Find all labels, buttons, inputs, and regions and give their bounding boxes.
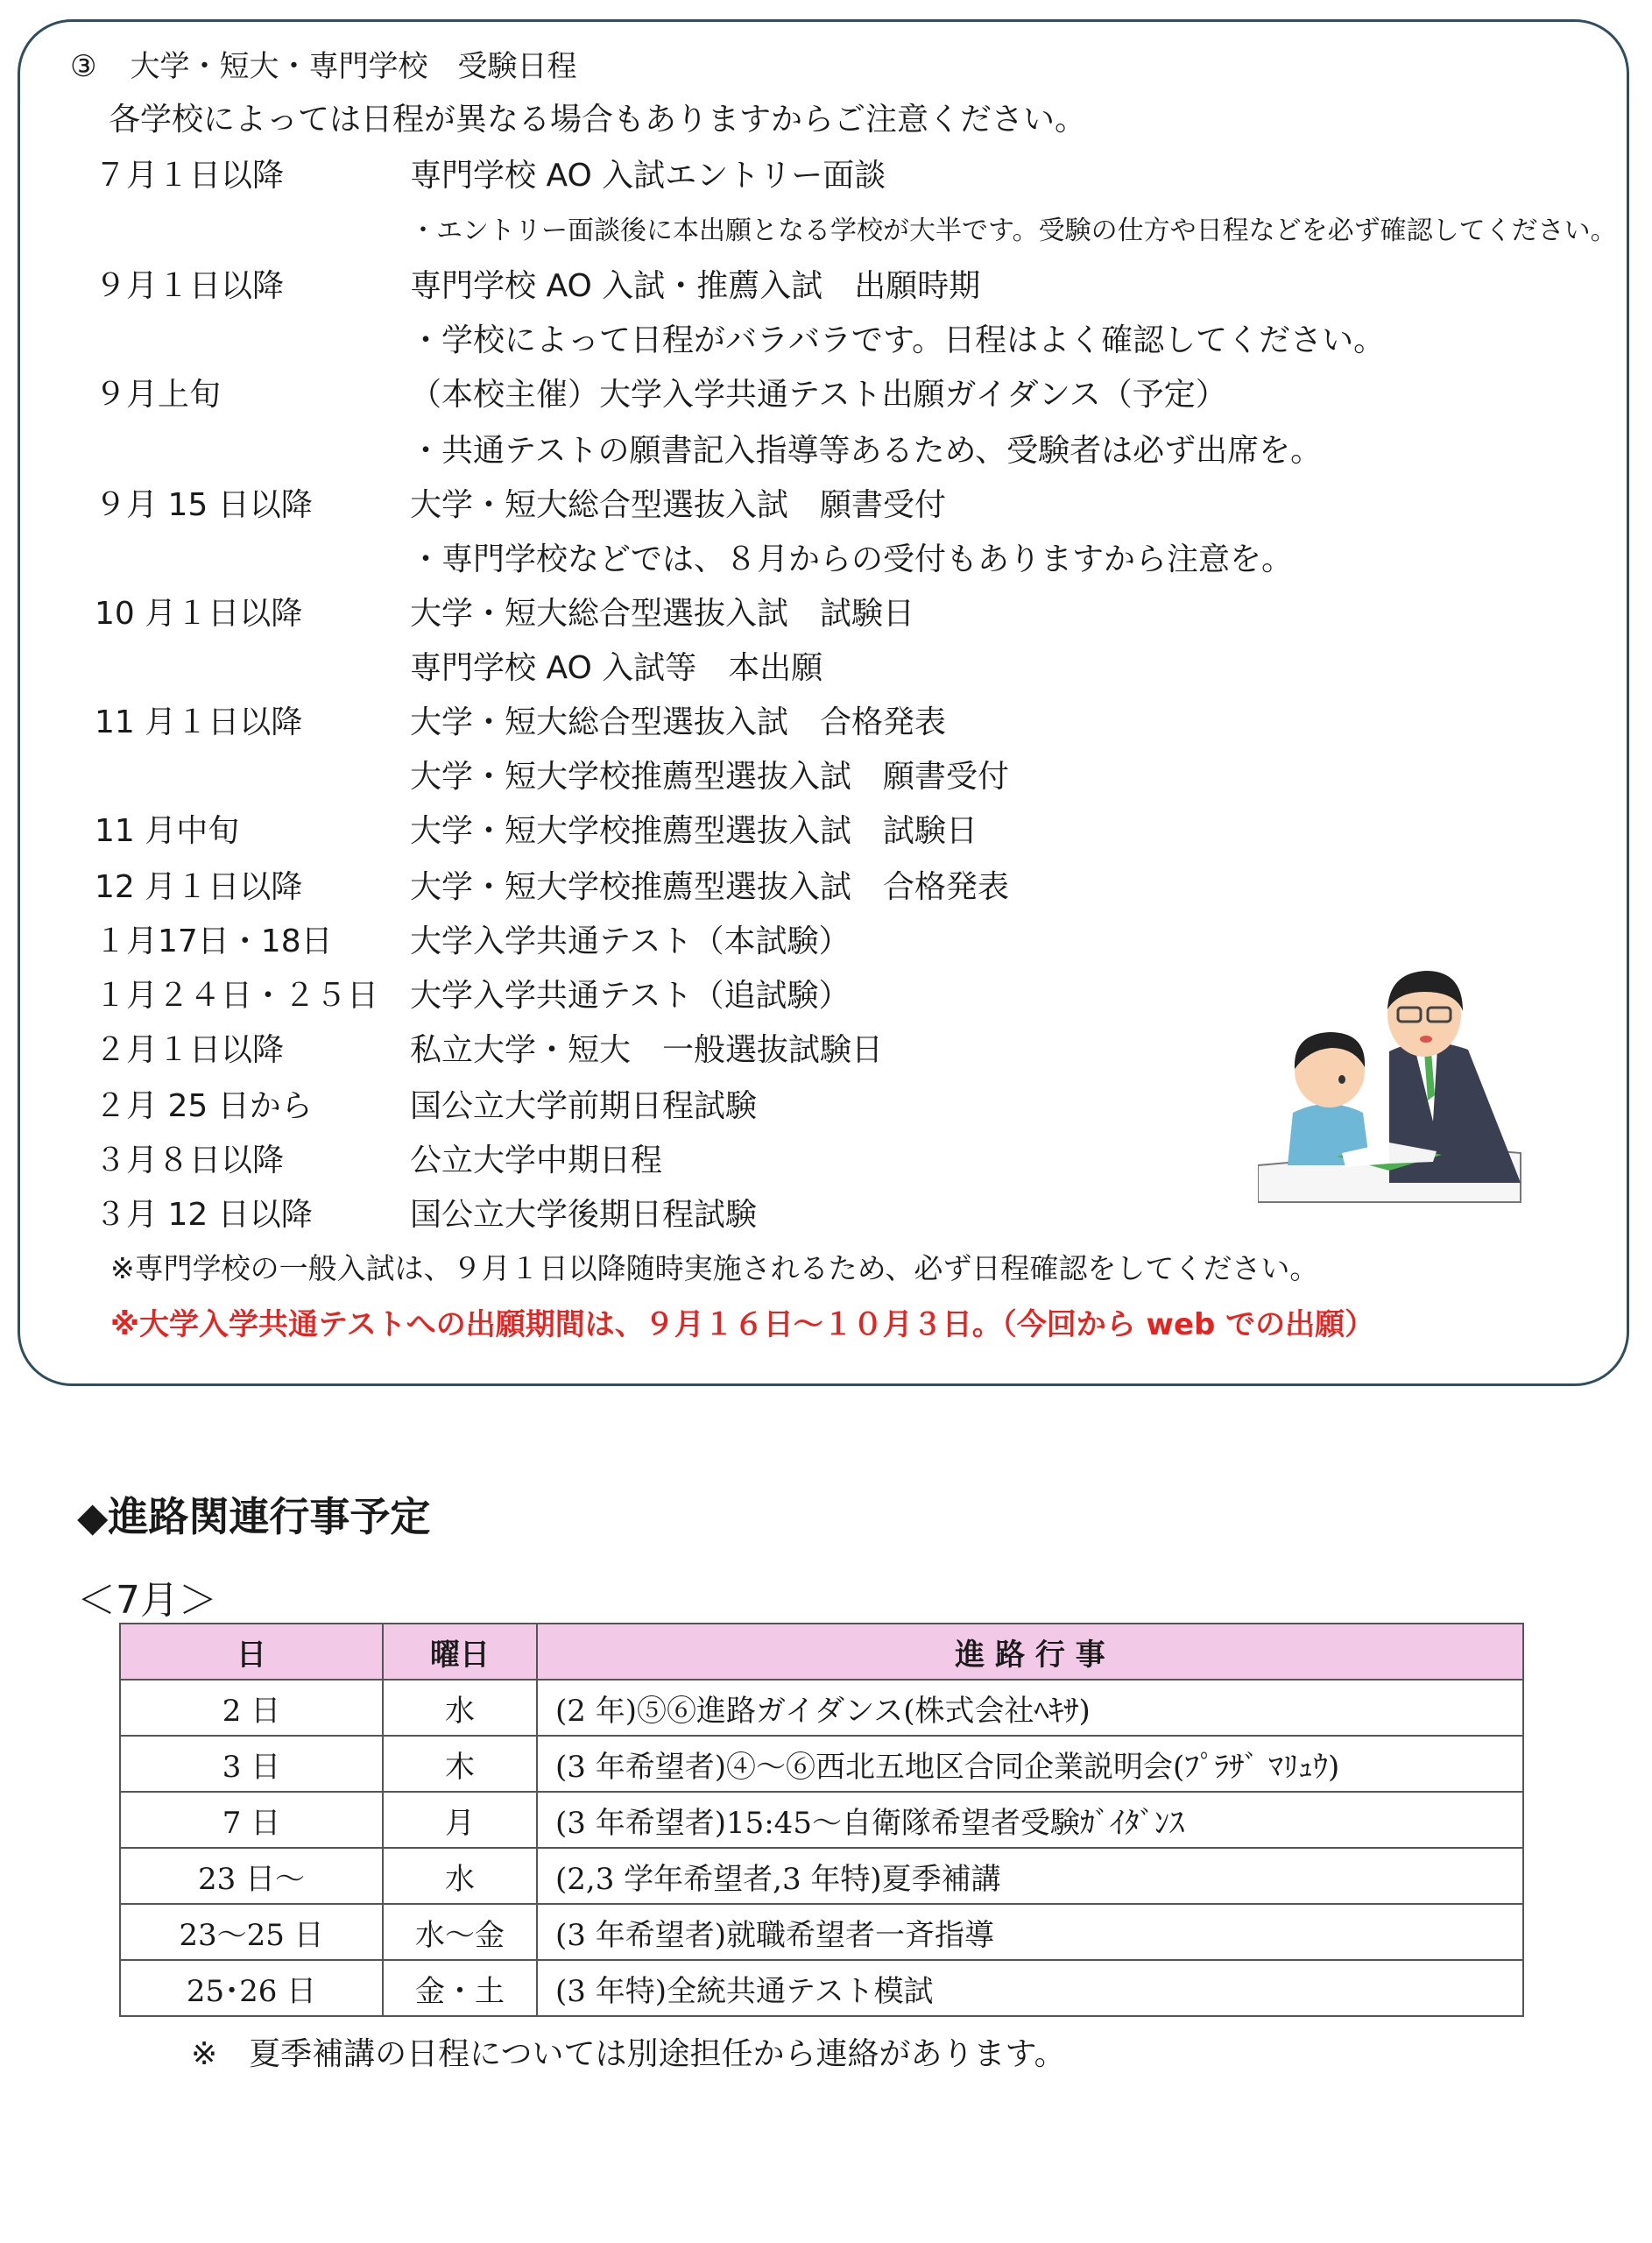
teacher-student-illustration — [1258, 946, 1547, 1209]
schedule-desc: 公立大学中期日程 — [410, 1143, 663, 1178]
cell-weekday: 木 — [383, 1736, 537, 1792]
events-title: ◆進路関連行事予定 — [77, 1493, 431, 1540]
cell-weekday: 水～金 — [383, 1904, 537, 1960]
cell-event: (3 年希望者)15:45～自衛隊希望者受験ｶﾞｲﾀﾞﾝｽ — [537, 1792, 1523, 1848]
schedule-date: ２月 25 日から — [95, 1088, 313, 1124]
schedule-date: ３月８日以降 — [95, 1143, 285, 1178]
schedule-date: ９月１日以降 — [95, 268, 285, 304]
footnote: ※専門学校の一般入試は、９月１日以降随時実施されるため、必ず日程確認をしてください。 — [110, 1251, 1319, 1285]
schedule-desc: 大学・短大学校推薦型選抜入試 合格発表 — [410, 869, 1010, 905]
schedule-date: 11 月中旬 — [95, 813, 240, 849]
cell-day: 23 日～ — [120, 1848, 383, 1904]
red-note: ※大学入学共通テストへの出願期間は、９月１６日～１０月３日。（今回から web での出願） — [110, 1307, 1375, 1342]
header-day: 日 — [120, 1624, 383, 1680]
cell-weekday: 月 — [383, 1792, 537, 1848]
section-title: 大学・短大・専門学校 受験日程 — [130, 49, 577, 84]
table-row — [120, 1960, 1523, 2016]
cell-weekday: 水 — [383, 1680, 537, 1736]
schedule-desc: 大学入学共通テスト（本試験） — [410, 923, 851, 959]
schedule-sub: ・専門学校などでは、８月からの受付もありますから注意を。 — [410, 541, 1294, 577]
schedule-desc: 大学入学共通テスト（追試験） — [410, 978, 851, 1014]
schedule-desc: 専門学校 AO 入試エントリー面談 — [410, 158, 886, 194]
schedule-date: 10 月１日以降 — [95, 596, 303, 632]
header-event: 進 路 行 事 — [537, 1624, 1523, 1680]
cell-weekday: 金・土 — [383, 1960, 537, 2016]
cell-day: 7 日 — [120, 1792, 383, 1848]
schedule-desc: 国公立大学後期日程試験 — [410, 1197, 758, 1233]
events-table — [119, 1623, 1524, 2017]
schedule-sub: ・共通テストの願書記入指導等あるため、受験者は必ず出席を。 — [410, 433, 1323, 469]
cell-day: 25･26 日 — [120, 1960, 383, 2016]
schedule-date: ９月 15 日以降 — [95, 487, 313, 523]
schedule-date: ２月１日以降 — [95, 1032, 285, 1068]
cell-event: (3 年希望者)就職希望者一斉指導 — [537, 1904, 1523, 1960]
schedule-date: ７月１日以降 — [95, 158, 285, 194]
section-number: ③ — [70, 49, 97, 84]
schedule-desc: 大学・短大総合型選抜入試 願書受付 — [410, 487, 947, 523]
schedule-date: ９月上旬 — [95, 377, 222, 413]
schedule-date: １月17日・18日 — [95, 923, 333, 959]
section-heading — [70, 42, 576, 85]
schedule-date: 12 月１日以降 — [95, 869, 303, 905]
schedule-desc: 大学・短大総合型選抜入試 試験日 — [410, 596, 915, 632]
schedule-sub: 専門学校 AO 入試等 本出願 — [410, 650, 823, 686]
month-label: ＜7月＞ — [77, 1578, 217, 1623]
table-note: ※ 夏季補講の日程については別途担任から連絡があります。 — [191, 2036, 1066, 2072]
schedule-desc: （本校主催）大学入学共通テスト出願ガイダンス（予定） — [410, 377, 1227, 413]
schedule-desc: 大学・短大学校推薦型選抜入試 試験日 — [410, 813, 978, 849]
cell-event: (2,3 学年希望者,3 年特)夏季補講 — [537, 1848, 1523, 1904]
header-weekday: 曜日 — [383, 1624, 537, 1680]
cell-weekday: 水 — [383, 1848, 537, 1904]
schedule-date: ３月 12 日以降 — [95, 1197, 313, 1233]
schedule-desc: 私立大学・短大 一般選抜試験日 — [410, 1032, 884, 1068]
section-note: 各学校によっては日程が異なる場合もありますからご注意ください。 — [109, 102, 1087, 138]
table-row — [120, 1848, 1523, 1904]
schedule-desc: 専門学校 AO 入試・推薦入試 出願時期 — [410, 268, 981, 304]
schedule-desc: 国公立大学前期日程試験 — [410, 1088, 758, 1124]
cell-event: (3 年特)全統共通テスト模試 — [537, 1960, 1523, 2016]
cell-event: (2 年)⑤⑥進路ガイダンス(株式会社ﾍｷｻ) — [537, 1680, 1523, 1736]
cell-day: 2 日 — [120, 1680, 383, 1736]
table-row — [120, 1736, 1523, 1792]
cell-event: (3 年希望者)④～⑥西北五地区合同企業説明会(ﾌﾟﾗｻﾞ ﾏﾘｭｳ) — [537, 1736, 1523, 1792]
schedule-sub: ・エントリー面談後に本出願となる学校が大半です。受験の仕方や日程などを必ず確認してください。 — [410, 216, 1617, 246]
table-row — [120, 1792, 1523, 1848]
table-header-row — [120, 1624, 1523, 1680]
table-row — [120, 1904, 1523, 1960]
cell-day: 23～25 日 — [120, 1904, 383, 1960]
table-row — [120, 1680, 1523, 1736]
schedule-desc: 大学・短大総合型選抜入試 合格発表 — [410, 704, 947, 740]
schedule-sub: ・学校によって日程がバラバラです。日程はよく確認してください。 — [410, 322, 1386, 358]
schedule-sub: 大学・短大学校推薦型選抜入試 願書受付 — [410, 759, 1010, 795]
schedule-date: 11 月１日以降 — [95, 704, 303, 740]
cell-day: 3 日 — [120, 1736, 383, 1792]
schedule-date: １月２４日・２５日 — [95, 978, 379, 1014]
